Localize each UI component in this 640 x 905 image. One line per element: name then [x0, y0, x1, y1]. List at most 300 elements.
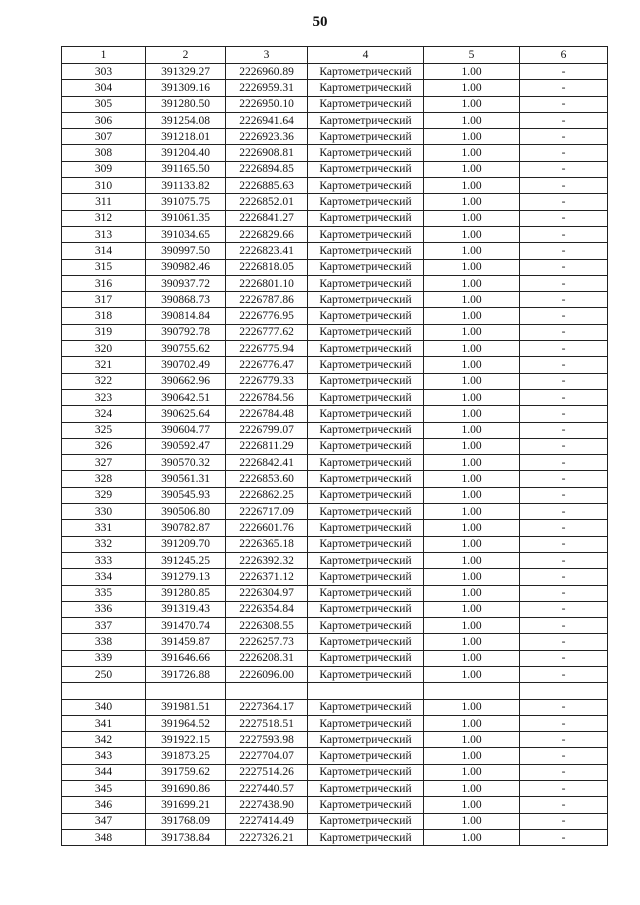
table-cell: - [520, 569, 608, 585]
table-cell: 339 [62, 650, 146, 666]
table-cell: Картометрический [308, 80, 424, 96]
table-cell: 308 [62, 145, 146, 161]
table-cell: 2226776.47 [226, 357, 308, 373]
table-row [62, 487, 608, 503]
table-cell: 1.00 [424, 422, 520, 438]
table-cell: - [520, 552, 608, 568]
table-cell: 2226829.66 [226, 226, 308, 242]
table-cell: Картометрический [308, 699, 424, 715]
table-cell: Картометрический [308, 748, 424, 764]
table-cell: - [520, 275, 608, 291]
table-cell: 390592.47 [146, 438, 226, 454]
table-cell: 391964.52 [146, 715, 226, 731]
table-row [62, 748, 608, 764]
table-cell: - [520, 373, 608, 389]
table-cell: 312 [62, 210, 146, 226]
table-cell: 391759.62 [146, 764, 226, 780]
table-cell: Картометрический [308, 259, 424, 275]
table-cell: 391218.01 [146, 129, 226, 145]
table-cell: 315 [62, 259, 146, 275]
table-cell: 390662.96 [146, 373, 226, 389]
table-cell: - [520, 536, 608, 552]
table-cell: 390782.87 [146, 520, 226, 536]
table-cell: - [520, 389, 608, 405]
table-cell: Картометрический [308, 520, 424, 536]
table-cell: 1.00 [424, 438, 520, 454]
table-cell: Картометрический [308, 601, 424, 617]
table-cell: - [520, 64, 608, 80]
table-cell: 348 [62, 829, 146, 845]
table-cell: Картометрический [308, 129, 424, 145]
table-row [62, 813, 608, 829]
table-cell: - [520, 308, 608, 324]
table-cell: 391319.43 [146, 601, 226, 617]
table-row [62, 797, 608, 813]
table-cell: - [520, 194, 608, 210]
column-header: 3 [226, 47, 308, 64]
table-cell: 390604.77 [146, 422, 226, 438]
table-cell: 314 [62, 243, 146, 259]
table-cell [424, 683, 520, 699]
table-cell: 391690.86 [146, 781, 226, 797]
table-cell: 391204.40 [146, 145, 226, 161]
table-cell: 1.00 [424, 226, 520, 242]
table-cell: 1.00 [424, 813, 520, 829]
table-cell: 391981.51 [146, 699, 226, 715]
table-cell: 2226257.73 [226, 634, 308, 650]
table-cell: 1.00 [424, 732, 520, 748]
table-row [62, 829, 608, 845]
table-cell: - [520, 178, 608, 194]
table-row [62, 161, 608, 177]
table-cell: 1.00 [424, 406, 520, 422]
table-cell: 390545.93 [146, 487, 226, 503]
table-cell: Картометрический [308, 552, 424, 568]
table-cell: 330 [62, 504, 146, 520]
table-cell: Картометрический [308, 243, 424, 259]
table-row [62, 80, 608, 96]
table-cell: - [520, 504, 608, 520]
table-cell: - [520, 699, 608, 715]
table-cell: 336 [62, 601, 146, 617]
table-cell: 304 [62, 80, 146, 96]
table-row [62, 422, 608, 438]
table-cell: Картометрический [308, 569, 424, 585]
table-cell [226, 683, 308, 699]
table-row [62, 520, 608, 536]
table-row [62, 96, 608, 112]
table-cell: - [520, 226, 608, 242]
table-cell: 2226208.31 [226, 650, 308, 666]
column-header: 5 [424, 47, 520, 64]
table-cell: 341 [62, 715, 146, 731]
table-cell: 391133.82 [146, 178, 226, 194]
column-header: 4 [308, 47, 424, 64]
table-cell: - [520, 650, 608, 666]
table-row [62, 601, 608, 617]
table-cell: 2226811.29 [226, 438, 308, 454]
table-cell: - [520, 129, 608, 145]
table-row [62, 341, 608, 357]
table-row [62, 781, 608, 797]
table-row [62, 226, 608, 242]
table-cell: 391873.25 [146, 748, 226, 764]
table-cell: 338 [62, 634, 146, 650]
table-row [62, 145, 608, 161]
table-cell: Картометрический [308, 96, 424, 112]
table-row [62, 178, 608, 194]
table-cell: Картометрический [308, 487, 424, 503]
table-cell: 1.00 [424, 552, 520, 568]
table-cell: 1.00 [424, 259, 520, 275]
table-cell: 1.00 [424, 666, 520, 682]
table-cell: 335 [62, 585, 146, 601]
table-cell: Картометрический [308, 650, 424, 666]
table-cell: 390642.51 [146, 389, 226, 405]
table-row [62, 471, 608, 487]
table-cell: 2226779.33 [226, 373, 308, 389]
table-cell: 1.00 [424, 373, 520, 389]
table-cell: Картометрический [308, 341, 424, 357]
table-cell: 1.00 [424, 275, 520, 291]
table-cell: 2226885.63 [226, 178, 308, 194]
table-cell: 391279.13 [146, 569, 226, 585]
table-cell: 328 [62, 471, 146, 487]
table-cell: 321 [62, 357, 146, 373]
table-cell: 313 [62, 226, 146, 242]
table-cell: 1.00 [424, 504, 520, 520]
table-cell: 2226853.60 [226, 471, 308, 487]
table-cell: 1.00 [424, 308, 520, 324]
table-cell: - [520, 259, 608, 275]
table-cell: 303 [62, 64, 146, 80]
table-cell: - [520, 829, 608, 845]
table-cell: 1.00 [424, 829, 520, 845]
table-cell: 391280.50 [146, 96, 226, 112]
table-cell: 391768.09 [146, 813, 226, 829]
table-cell: 1.00 [424, 324, 520, 340]
table-cell: 346 [62, 797, 146, 813]
table-row [62, 243, 608, 259]
table-cell: - [520, 292, 608, 308]
table-cell: Картометрический [308, 357, 424, 373]
table-cell: 2226823.41 [226, 243, 308, 259]
table-cell: 391245.25 [146, 552, 226, 568]
table-cell: 2227514.26 [226, 764, 308, 780]
table-cell: - [520, 487, 608, 503]
table-cell: 391922.15 [146, 732, 226, 748]
table-cell: 2226096.00 [226, 666, 308, 682]
table-cell: 2226304.97 [226, 585, 308, 601]
table-cell: 331 [62, 520, 146, 536]
table-row [62, 699, 608, 715]
table-cell: 2227326.21 [226, 829, 308, 845]
table-cell: 1.00 [424, 764, 520, 780]
table-cell: 2226787.86 [226, 292, 308, 308]
table-row [62, 683, 608, 699]
table-cell: Картометрический [308, 210, 424, 226]
table-cell [146, 683, 226, 699]
table-row [62, 732, 608, 748]
table-cell: - [520, 471, 608, 487]
table-cell: 316 [62, 275, 146, 291]
table-cell: 391209.70 [146, 536, 226, 552]
table-cell: - [520, 406, 608, 422]
table-cell: 2226960.89 [226, 64, 308, 80]
table-row [62, 389, 608, 405]
table-cell: 1.00 [424, 601, 520, 617]
table-cell: Картометрический [308, 406, 424, 422]
column-header: 1 [62, 47, 146, 64]
table-cell: 319 [62, 324, 146, 340]
table-cell: - [520, 601, 608, 617]
table-cell: - [520, 585, 608, 601]
table-cell: 2226799.07 [226, 422, 308, 438]
table-row [62, 129, 608, 145]
table-cell: 343 [62, 748, 146, 764]
table-cell: 391165.50 [146, 161, 226, 177]
table-cell: 2226950.10 [226, 96, 308, 112]
table-cell: 390506.80 [146, 504, 226, 520]
table-cell: - [520, 520, 608, 536]
table-cell: Картометрический [308, 781, 424, 797]
table-cell: Картометрический [308, 275, 424, 291]
table-cell: 327 [62, 455, 146, 471]
table-cell: 1.00 [424, 341, 520, 357]
table-cell: 1.00 [424, 699, 520, 715]
table-cell: 2226365.18 [226, 536, 308, 552]
table-cell: - [520, 324, 608, 340]
table-cell: - [520, 112, 608, 128]
table-cell: 2226308.55 [226, 618, 308, 634]
table-cell: 2226354.84 [226, 601, 308, 617]
table-cell: 1.00 [424, 194, 520, 210]
table-cell: 1.00 [424, 178, 520, 194]
table-row [62, 357, 608, 373]
table-cell: Картометрический [308, 732, 424, 748]
table-cell: Картометрический [308, 161, 424, 177]
table-cell: 306 [62, 112, 146, 128]
table-cell: 344 [62, 764, 146, 780]
table-cell: 391329.27 [146, 64, 226, 80]
table-cell: 2227440.57 [226, 781, 308, 797]
table-cell: 250 [62, 666, 146, 682]
table-cell: 2226841.27 [226, 210, 308, 226]
table-cell: 1.00 [424, 797, 520, 813]
table-cell: 1.00 [424, 715, 520, 731]
table-cell: 1.00 [424, 748, 520, 764]
table-cell [62, 683, 146, 699]
table-row [62, 373, 608, 389]
table-cell: Картометрический [308, 618, 424, 634]
table-cell: Картометрический [308, 308, 424, 324]
table-cell: 1.00 [424, 292, 520, 308]
table-cell: Картометрический [308, 536, 424, 552]
table-cell: 2226371.12 [226, 569, 308, 585]
table-cell: 1.00 [424, 487, 520, 503]
table-cell: Картометрический [308, 585, 424, 601]
table-cell: 2226842.41 [226, 455, 308, 471]
table-cell: Картометрический [308, 455, 424, 471]
table-cell: 1.00 [424, 96, 520, 112]
table-cell: 2226777.62 [226, 324, 308, 340]
table-cell: 2226392.32 [226, 552, 308, 568]
table-cell: 390937.72 [146, 275, 226, 291]
table-cell: 323 [62, 389, 146, 405]
table-row [62, 536, 608, 552]
table-row [62, 634, 608, 650]
table-cell: 391459.87 [146, 634, 226, 650]
table-cell: - [520, 748, 608, 764]
table-cell: - [520, 813, 608, 829]
table-cell: 2226775.94 [226, 341, 308, 357]
table-cell: 391470.74 [146, 618, 226, 634]
table-cell: Картометрический [308, 389, 424, 405]
table-cell: Картометрический [308, 226, 424, 242]
table-cell: 1.00 [424, 210, 520, 226]
table-cell: 309 [62, 161, 146, 177]
table-row [62, 455, 608, 471]
table-cell: 334 [62, 569, 146, 585]
table-cell: Картометрический [308, 813, 424, 829]
table-cell: 2226852.01 [226, 194, 308, 210]
table-cell: 391699.21 [146, 797, 226, 813]
table-cell: 337 [62, 618, 146, 634]
table-row [62, 764, 608, 780]
table-cell: 391034.65 [146, 226, 226, 242]
table-cell: 390814.84 [146, 308, 226, 324]
table-cell: Картометрический [308, 764, 424, 780]
table-cell: 310 [62, 178, 146, 194]
table-cell: 340 [62, 699, 146, 715]
table-row [62, 585, 608, 601]
table-cell: 1.00 [424, 471, 520, 487]
table-cell: 2226862.25 [226, 487, 308, 503]
table-cell: 2226908.81 [226, 145, 308, 161]
table-cell: - [520, 781, 608, 797]
table-row [62, 552, 608, 568]
table-cell: 1.00 [424, 520, 520, 536]
page-number: 50 [312, 14, 328, 30]
table-cell: 1.00 [424, 585, 520, 601]
table-cell: - [520, 715, 608, 731]
table-cell: 2226894.85 [226, 161, 308, 177]
table-cell: 1.00 [424, 389, 520, 405]
table-cell: 390755.62 [146, 341, 226, 357]
table-cell: 390570.32 [146, 455, 226, 471]
table-row [62, 618, 608, 634]
table-cell: 2226776.95 [226, 308, 308, 324]
table-cell: 1.00 [424, 650, 520, 666]
table-cell: Картометрический [308, 194, 424, 210]
table-cell: Картометрический [308, 715, 424, 731]
coordinates-table [61, 46, 608, 846]
table-cell: 311 [62, 194, 146, 210]
table-cell: - [520, 618, 608, 634]
table-cell: - [520, 210, 608, 226]
table-row [62, 64, 608, 80]
table-cell: 391726.88 [146, 666, 226, 682]
table-cell: Картометрический [308, 829, 424, 845]
table-cell: 318 [62, 308, 146, 324]
table-cell: 1.00 [424, 80, 520, 96]
table-cell: 2227438.90 [226, 797, 308, 813]
table-cell: 1.00 [424, 129, 520, 145]
table-cell: 2227704.07 [226, 748, 308, 764]
table-row [62, 324, 608, 340]
table-cell: 2227414.49 [226, 813, 308, 829]
table-cell: 307 [62, 129, 146, 145]
table-row [62, 210, 608, 226]
table-cell: 320 [62, 341, 146, 357]
table-cell: 322 [62, 373, 146, 389]
table-cell: 2227518.51 [226, 715, 308, 731]
table-cell: 391738.84 [146, 829, 226, 845]
table-cell: - [520, 341, 608, 357]
table-cell: 2226784.56 [226, 389, 308, 405]
table-row [62, 308, 608, 324]
table-cell: Картометрический [308, 634, 424, 650]
table-cell: 345 [62, 781, 146, 797]
table-cell: 390982.46 [146, 259, 226, 275]
column-header: 6 [520, 47, 608, 64]
table-body [62, 47, 608, 846]
table-cell: - [520, 161, 608, 177]
table-row [62, 406, 608, 422]
table-cell: - [520, 80, 608, 96]
table-cell: - [520, 422, 608, 438]
table-cell: Картометрический [308, 145, 424, 161]
table-cell: 1.00 [424, 243, 520, 259]
table-cell: 317 [62, 292, 146, 308]
table-cell: 391646.66 [146, 650, 226, 666]
table-row [62, 112, 608, 128]
table-cell: 1.00 [424, 536, 520, 552]
table-cell: 2226801.10 [226, 275, 308, 291]
table-cell: 342 [62, 732, 146, 748]
table-cell: - [520, 455, 608, 471]
table-cell [520, 683, 608, 699]
table-cell: - [520, 797, 608, 813]
table-row [62, 194, 608, 210]
table-cell: 1.00 [424, 781, 520, 797]
table-cell: - [520, 732, 608, 748]
table-cell: 1.00 [424, 634, 520, 650]
table-cell: 391309.16 [146, 80, 226, 96]
table-cell: Картометрический [308, 64, 424, 80]
table-cell: Картометрический [308, 422, 424, 438]
table-cell: 390625.64 [146, 406, 226, 422]
table-cell: 390702.49 [146, 357, 226, 373]
table-cell: 1.00 [424, 112, 520, 128]
table-cell: 1.00 [424, 145, 520, 161]
table-cell: 391280.85 [146, 585, 226, 601]
table-cell: Картометрический [308, 504, 424, 520]
table-cell: Картометрический [308, 373, 424, 389]
table-cell: 2226601.76 [226, 520, 308, 536]
table-cell: 390868.73 [146, 292, 226, 308]
table-cell: 390792.78 [146, 324, 226, 340]
table-cell: 1.00 [424, 357, 520, 373]
table-cell: 391254.08 [146, 112, 226, 128]
table-cell: 1.00 [424, 569, 520, 585]
table-cell: - [520, 764, 608, 780]
table-cell: 333 [62, 552, 146, 568]
table-row [62, 569, 608, 585]
table-cell: 1.00 [424, 64, 520, 80]
table-cell: 2226717.09 [226, 504, 308, 520]
table-cell: 390561.31 [146, 471, 226, 487]
